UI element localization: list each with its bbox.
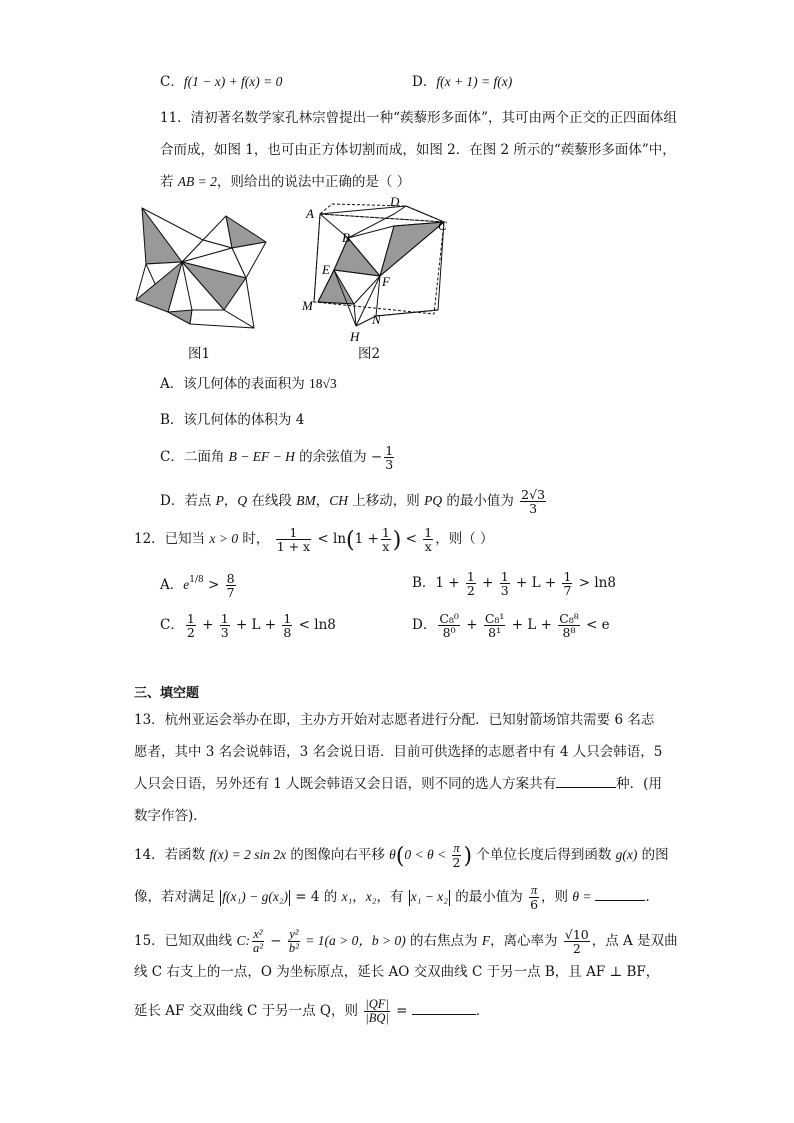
section-heading: 三、填空题 bbox=[134, 686, 200, 701]
q12-option-a: A．$e^{1/8}$ > $\frac{8}{7}$ bbox=[160, 571, 235, 600]
q13-text-line2: 愿者，其中 3 名会说韩语，3 名会说日语．目前可供选择的志愿者中有 4 人只会韩语，5 bbox=[134, 744, 663, 760]
q15-text-line1: 15．已知双曲线 C: $\frac{\text{x²}}{\text{a²}}$ − $\frac{\text{y²}}{\text{b²}}$ = 1(a > 0，b > 0) 的右焦点为 F，离心率为 $\frac{√10}{2}$ ，点 A 是双曲 bbox=[134, 927, 678, 956]
fig2-label-f: F bbox=[382, 274, 390, 289]
q11-text-line2: 合而成，如图 1，也可由正方体切割而成，如图 2．在图 2 所示的“蒺藜形多面体”中， bbox=[160, 142, 676, 158]
fig2-label-d: D bbox=[390, 194, 400, 209]
q10-option-d: D．f(x + 1) = f(x) bbox=[412, 74, 513, 90]
fig2-label-n: N bbox=[372, 312, 381, 327]
q11-option-c: C．二面角 B − EF − H 的余弦值为 − $\frac{1}{3}$ bbox=[160, 443, 394, 472]
q15-text-line2: 线 C 右支上的一点，O 为坐标原点，延长 AO 交双曲线 C 于另一点 B，且 AF ⊥ BF， bbox=[134, 964, 660, 980]
q11-option-d: D．若点 P，Q 在线段 BM，CH 上移动，则 PQ 的最小值为 $\frac{2√3}{3}$ bbox=[160, 487, 546, 516]
q11-option-a: A．该几何体的表面积为 18√3 bbox=[160, 376, 337, 392]
q12-stem: 12．已知当 x > 0 时， $\frac{1}{1 + x}$ < ln(1 + $\frac{1}{x}$ ) < $\frac{1}{x}$ ，则（ ） bbox=[134, 525, 494, 554]
fig2-label-e: E bbox=[322, 262, 330, 277]
fig2-label-m: M bbox=[302, 298, 313, 313]
q15-text-line3: 延长 AF 交双曲线 C 于另一点 Q，则 $\frac{|QF|}{|BQ|}$ = ． bbox=[134, 997, 490, 1025]
q13-text-line1: 13．杭州亚运会举办在即，主办方开始对志愿者进行分配．已知射箭场馆共需要 6 名志 bbox=[134, 712, 655, 728]
q11-option-b: B．该几何体的体积为 4 bbox=[160, 412, 305, 428]
fig2-label-h: H bbox=[350, 329, 360, 344]
q12-option-d: D． $\frac{\text{C₈⁰}}{\text{8⁰}}$ + $\frac{\text{C₈¹}}{\text{8¹}}$ + L + $\frac{\text{C₈⁸}}{\text{8⁸}}$ < e bbox=[412, 611, 610, 640]
q15-answer-blank bbox=[412, 1014, 476, 1015]
q13-text-line4: 数字作答)． bbox=[134, 808, 207, 824]
fig2-label-b: B bbox=[342, 230, 350, 245]
figure-1-caption: 图1 bbox=[188, 346, 211, 362]
figure-2-caption: 图2 bbox=[358, 346, 381, 362]
q11-text-line3: 若 AB = 2，则给出的说法中正确的是（ ） bbox=[160, 174, 411, 190]
q13-answer-blank bbox=[556, 787, 616, 788]
q12-option-b: B．1 + $\frac{1}{2}$ + $\frac{1}{3}$ + L + $\frac{1}{7}$ > ln8 bbox=[412, 569, 616, 598]
q14-text-line2: 像，若对满足 f(x₁) − g(x₂) = 4 的 x₁，x₂，有 x₁ − x₂ 的最小值为 $\frac{\pi}{6}$ ，则 θ = ． bbox=[134, 883, 659, 912]
q14-answer-blank bbox=[595, 900, 645, 901]
figure-2-cube-cut-polyhedron bbox=[298, 192, 458, 344]
fig2-label-a: A bbox=[306, 206, 314, 221]
q10-option-c: C．f(1 − x) + f(x) = 0 bbox=[160, 74, 283, 90]
q12-option-c: C． $\frac{1}{2}$ + $\frac{1}{3}$ + L + $\frac{1}{8}$ < ln8 bbox=[160, 611, 336, 640]
fig2-label-c: C bbox=[438, 218, 447, 233]
q11-text-line1: 11．清初著名数学家孔林宗曾提出一种“蒺藜形多面体”，其可由两个正交的正四面体组 bbox=[160, 110, 677, 126]
figure-1-caltrop-polyhedron bbox=[128, 202, 273, 332]
q14-text-line1: 14．若函数 f(x) = 2 sin 2x 的图像向右平移 θ(0 < θ < $\frac{\pi}{2}$ ) 个单位长度后得到函数 g(x) 的图 bbox=[134, 841, 669, 870]
q13-text-line3: 人只会日语，另外还有 1 人既会韩语又会日语，则不同的选人方案共有 种．(用 bbox=[134, 776, 662, 792]
